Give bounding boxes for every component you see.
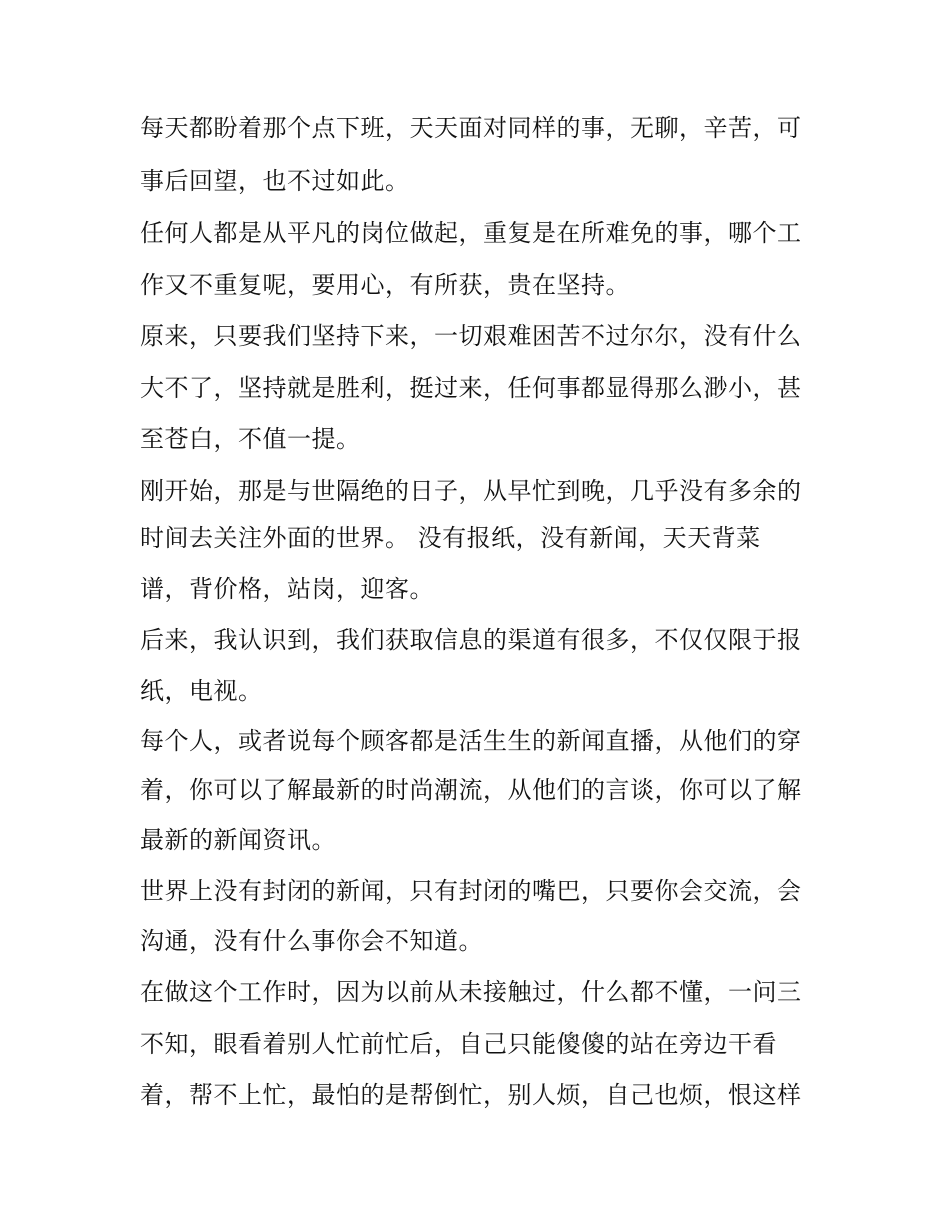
- text-line: 每个人，或者说每个顾客都是活生生的新闻直播，从他们的穿: [140, 727, 802, 755]
- text-line: 不知，眼看着别人忙前忙后，自己只能傻傻的站在旁边干看: [140, 1030, 777, 1058]
- text-line: 谱，背价格，站岗，迎客。: [140, 575, 434, 603]
- text-line: 时间去关注外面的世界。 没有报纸，没有新闻，天天背菜: [140, 524, 761, 552]
- text-line: 后来，我认识到，我们获取信息的渠道有很多，不仅仅限于报: [140, 626, 802, 654]
- text-line: 在做这个工作时，因为以前从未接触过，什么都不懂，一问三: [140, 978, 802, 1006]
- text-line: 任何人都是从平凡的岗位做起，重复是在所难免的事，哪个工: [140, 219, 802, 247]
- text-line: 最新的新闻资讯。: [140, 826, 336, 854]
- text-line: 着，你可以了解最新的时尚潮流，从他们的言谈，你可以了解: [140, 776, 802, 804]
- text-line: 着，帮不上忙，最怕的是帮倒忙，别人烦，自己也烦，恨这样: [140, 1081, 802, 1109]
- text-line: 每天都盼着那个点下班，天天面对同样的事，无聊，辛苦，可: [140, 114, 802, 142]
- text-line: 沟通，没有什么事你会不知道。: [140, 927, 483, 955]
- text-line: 原来，只要我们坚持下来，一切艰难困苦不过尔尔，没有什么: [140, 322, 802, 350]
- text-line: 事后回望，也不过如此。: [140, 167, 410, 195]
- text-line: 至苍白，不值一提。: [140, 425, 361, 453]
- text-line: 纸，电视。: [140, 677, 263, 705]
- text-line: 作又不重复呢，要用心，有所获，贵在坚持。: [140, 271, 630, 299]
- text-line: 世界上没有封闭的新闻，只有封闭的嘴巴，只要你会交流，会: [140, 877, 802, 905]
- text-line: 刚开始，那是与世隔绝的日子，从早忙到晚，几乎没有多余的: [140, 477, 802, 505]
- text-line: 大不了，坚持就是胜利，挺过来，任何事都显得那么渺小，甚: [140, 374, 802, 402]
